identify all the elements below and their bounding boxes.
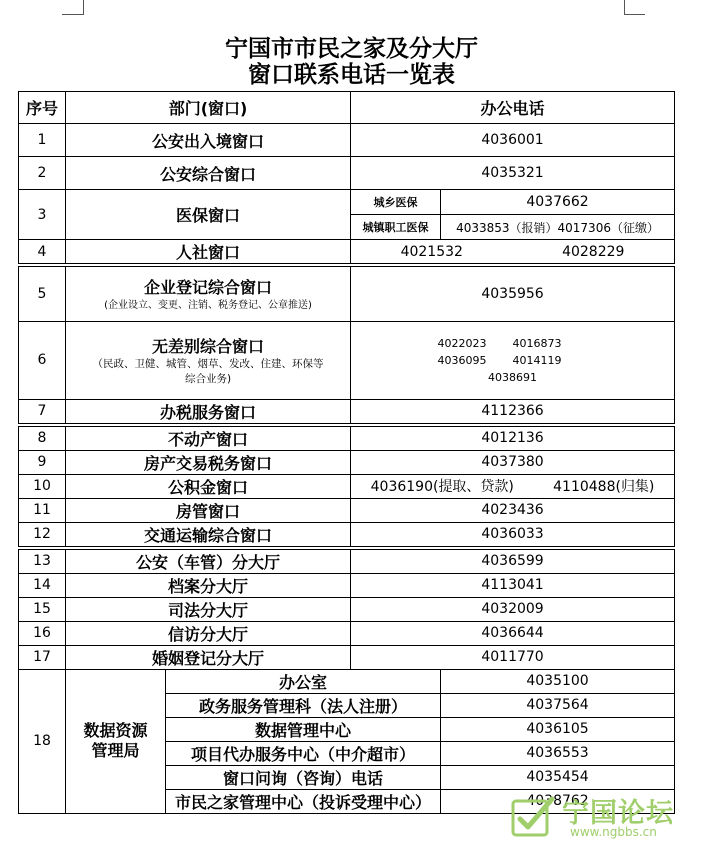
sub-phone: 4038762 xyxy=(441,789,675,813)
corner-mark xyxy=(62,14,83,15)
row-phone: 4023436 xyxy=(351,498,675,522)
row-dept xyxy=(66,669,166,813)
table-row xyxy=(19,321,675,399)
row-no: 1 xyxy=(19,124,66,157)
sub-label: 城乡医保 xyxy=(351,190,441,215)
row-dept: 公安综合窗口 xyxy=(66,157,351,190)
row-phone: 4011770 xyxy=(351,645,675,669)
header-phone: 办公电话 xyxy=(351,92,675,124)
row-dept: 房产交易税务窗口 xyxy=(66,450,351,474)
dept-note: (企业设立、变更、注销、税务登记、公章推送) xyxy=(104,299,312,311)
phone-b: 4110488(归集) xyxy=(553,479,655,495)
row-dept: 档案分大厅 xyxy=(66,573,351,597)
row-dept: 公安出入境窗口 xyxy=(66,124,351,157)
sub-label: 项目代办服务中心（中介超市） xyxy=(166,741,441,765)
row-no: 11 xyxy=(19,498,66,522)
row-phone xyxy=(351,474,675,498)
sub-label: 政务服务管理科（法人注册） xyxy=(166,693,441,717)
table-row xyxy=(19,522,675,548)
table-row xyxy=(19,399,675,425)
phone: 4014119 xyxy=(512,353,562,367)
title-line-1: 宁国市市民之家及分大厅 xyxy=(225,35,478,62)
header-dept: 部门(窗口) xyxy=(66,92,351,124)
row-dept xyxy=(66,265,351,321)
row-no: 7 xyxy=(19,399,66,425)
phone: 4016873 xyxy=(512,336,562,350)
row-phone: 4035321 xyxy=(351,157,675,190)
sub-label: 市民之家管理中心（投诉受理中心） xyxy=(166,789,441,813)
row-phone: 4112366 xyxy=(351,399,675,425)
sub-phone: 4035454 xyxy=(441,765,675,789)
row-no: 18 xyxy=(19,669,66,813)
table-row xyxy=(19,240,675,266)
watermark-url: www.ngbbs.cn xyxy=(570,825,657,839)
row-dept: 人社窗口 xyxy=(66,240,351,266)
row-no: 13 xyxy=(19,548,66,574)
phone: 4036095 xyxy=(437,353,487,367)
table-row xyxy=(19,265,675,321)
table-row xyxy=(19,597,675,621)
row-dept: 公安（车管）分大厅 xyxy=(66,548,351,574)
sub-phone: 4036553 xyxy=(441,741,675,765)
row-dept: 房管窗口 xyxy=(66,498,351,522)
table-row xyxy=(19,548,675,574)
row-phone xyxy=(351,240,675,266)
row-phone: 4036001 xyxy=(351,124,675,157)
row-no: 6 xyxy=(19,321,66,399)
row-no: 16 xyxy=(19,621,66,645)
row-no: 4 xyxy=(19,240,66,266)
phone-a: 4021532 xyxy=(400,243,463,260)
table-row xyxy=(19,124,675,157)
phone-b: 4028229 xyxy=(562,243,625,260)
row-no: 5 xyxy=(19,265,66,321)
table-row xyxy=(19,474,675,498)
dept-name: 数据资源 xyxy=(83,721,148,740)
dept-name: 企业登记综合窗口 xyxy=(144,277,273,297)
row-phone: 4035956 xyxy=(351,265,675,321)
row-phone: 4036033 xyxy=(351,522,675,548)
sub-label: 办公室 xyxy=(166,669,441,693)
row-dept: 交通运输综合窗口 xyxy=(66,522,351,548)
sub-label: 窗口问询（咨询）电话 xyxy=(166,765,441,789)
row-phone: 4036644 xyxy=(351,621,675,645)
row-dept: 司法分大厅 xyxy=(66,597,351,621)
table-row xyxy=(19,573,675,597)
row-no: 14 xyxy=(19,573,66,597)
phone: 4038691 xyxy=(488,370,538,384)
table-row xyxy=(19,621,675,645)
title-line-2: 窗口联系电话一览表 xyxy=(248,61,455,88)
row-dept: 信访分大厅 xyxy=(66,621,351,645)
row-phone xyxy=(351,321,675,399)
row-no: 17 xyxy=(19,645,66,669)
dept-note: 综合业务) xyxy=(184,372,232,385)
phone-a: 4036190(提取、贷款) xyxy=(370,479,514,495)
row-dept: 婚姻登记分大厅 xyxy=(66,645,351,669)
row-no: 10 xyxy=(19,474,66,498)
table-row xyxy=(19,190,675,215)
row-phone: 4037380 xyxy=(351,450,675,474)
header-no: 序号 xyxy=(19,92,66,124)
row-no: 3 xyxy=(19,190,66,240)
row-no: 9 xyxy=(19,450,66,474)
contact-table xyxy=(18,91,675,814)
row-no: 12 xyxy=(19,522,66,548)
row-no: 8 xyxy=(19,425,66,451)
table-row xyxy=(19,498,675,522)
dept-name: 管理局 xyxy=(91,741,140,760)
watermark-text: 宁国论坛 xyxy=(562,798,674,829)
dept-name: 无差别综合窗口 xyxy=(152,336,265,356)
corner-mark xyxy=(624,0,625,15)
table-row xyxy=(19,425,675,451)
table-row xyxy=(19,450,675,474)
row-dept: 办税服务窗口 xyxy=(66,399,351,425)
sub-phone: 4033853（报销）4017306（征缴） xyxy=(441,215,675,240)
corner-mark xyxy=(624,14,645,15)
phone: 4022023 xyxy=(437,336,487,350)
watermark xyxy=(510,793,698,843)
row-dept: 公积金窗口 xyxy=(66,474,351,498)
row-no: 2 xyxy=(19,157,66,190)
table-row xyxy=(19,669,675,693)
row-phone: 4032009 xyxy=(351,597,675,621)
sub-phone: 4037662 xyxy=(441,190,675,215)
table-row xyxy=(19,157,675,190)
header-row xyxy=(19,92,675,124)
row-phone: 4036599 xyxy=(351,548,675,574)
row-dept: 医保窗口 xyxy=(66,190,351,240)
row-phone: 4113041 xyxy=(351,573,675,597)
forum-logo-icon xyxy=(510,793,556,839)
sub-phone: 4037564 xyxy=(441,693,675,717)
sub-label: 数据管理中心 xyxy=(166,717,441,741)
row-no: 15 xyxy=(19,597,66,621)
row-phone: 4012136 xyxy=(351,425,675,451)
row-dept: 不动产窗口 xyxy=(66,425,351,451)
sub-phone: 4036105 xyxy=(441,717,675,741)
corner-mark xyxy=(83,0,84,15)
sub-phone: 4035100 xyxy=(441,669,675,693)
dept-note: （民政、卫健、城管、烟草、发改、住建、环保等 xyxy=(92,357,324,370)
table-row xyxy=(19,645,675,669)
row-dept xyxy=(66,321,351,399)
sub-label: 城镇职工医保 xyxy=(351,215,441,240)
